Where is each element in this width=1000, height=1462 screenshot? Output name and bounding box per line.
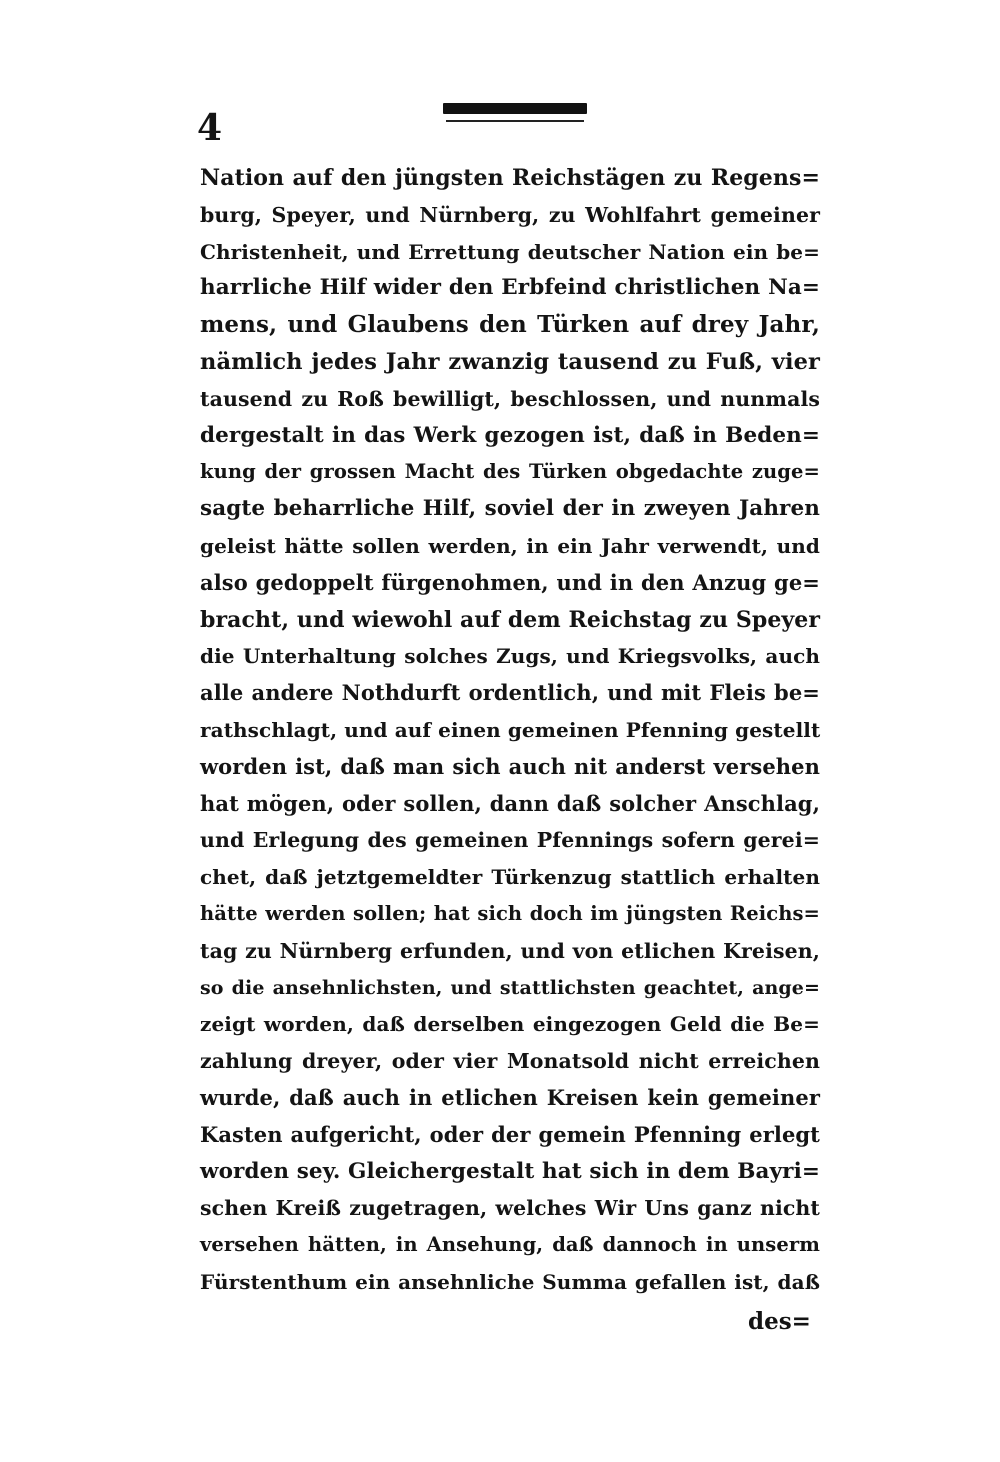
text-line: dergestalt in das Werk gezogen ist, daß in Beden= — [200, 422, 820, 448]
body-text — [200, 160, 820, 1301]
text-line: rathschlagt, und auf einen gemeinen Pfenning gestellt — [200, 717, 821, 742]
text-line: kung der grossen Macht des Türken obgedachte zuge= — [200, 460, 820, 484]
text-line: Christenheit, und Errettung deutscher Nation ein be= — [200, 239, 820, 264]
text-line: wurde, daß auch in etlichen Kreisen kein gemeiner — [200, 1084, 820, 1110]
text-line: die Unterhaltung solches Zugs, und Kriegsvolks, auch — [200, 644, 820, 669]
text-line: schen Kreiß zugetragen, welches Wir Uns ganz nicht — [200, 1196, 820, 1221]
text-line: Nation auf den jüngsten Reichstägen zu Regens= — [200, 165, 820, 191]
text-line: worden sey. Gleichergestalt hat sich in dem Bayri= — [200, 1158, 820, 1184]
text-line: worden ist, daß man sich auch nit anderst versehen — [200, 753, 820, 779]
header-rule-thin — [446, 120, 584, 122]
text-line: mens, und Glaubens den Türken auf drey Jahr, — [200, 311, 820, 339]
text-line: bracht, und wiewohl auf dem Reichstag zu Speyer — [200, 606, 821, 633]
text-line: versehen hätten, in Ansehung, daß dannoch in unserm — [200, 1233, 820, 1257]
header-rule-thick — [443, 103, 587, 114]
text-line: tausend zu Roß bewilligt, beschlossen, und nunmals — [200, 386, 820, 411]
text-line: zeigt worden, daß derselben eingezogen Geld die Be= — [200, 1012, 820, 1037]
text-line: nämlich jedes Jahr zwanzig tausend zu Fuß, vier — [200, 348, 820, 375]
text-line: Fürstenthum ein ansehnliche Summa gefallen ist, daß — [200, 1269, 820, 1294]
text-line: so die ansehnlichsten, und stattlichsten geachtet, ange= — [200, 976, 820, 999]
page-number: 4 — [197, 107, 223, 149]
text-line: tag zu Nürnberg erfunden, und von etlichen Kreisen, — [200, 938, 820, 963]
text-line: burg, Speyer, und Nürnberg, zu Wohlfahrt gemeiner — [200, 202, 820, 227]
text-line: chet, daß jetztgemeldter Türkenzug stattlich erhalten — [200, 865, 820, 890]
catchword: des= — [748, 1308, 811, 1335]
text-line: sagte beharrliche Hilf, soviel der in zweyen Jahren — [200, 496, 820, 522]
text-line: alle andere Nothdurft ordentlich, und mit Fleis be= — [200, 680, 820, 706]
text-line: hat mögen, oder sollen, dann daß solcher Anschlag, — [200, 790, 820, 816]
text-line: geleist hätte sollen werden, in ein Jahr verwendt, und — [200, 533, 820, 558]
text-line: und Erlegung des gemeinen Pfennings sofern gerei= — [200, 828, 820, 853]
header-rule-ornament — [443, 103, 587, 122]
text-line: also gedoppelt fürgenohmen, und in den Anzug ge= — [200, 569, 820, 595]
text-line: hätte werden sollen; hat sich doch im jüngsten Reichs= — [200, 901, 820, 925]
text-line: harrliche Hilf wider den Erbfeind christlichen Na= — [200, 275, 820, 301]
text-line: Kasten aufgericht, oder der gemein Pfenning erlegt — [200, 1121, 820, 1147]
text-line: zahlung dreyer, oder vier Monatsold nicht erreichen — [200, 1049, 820, 1074]
